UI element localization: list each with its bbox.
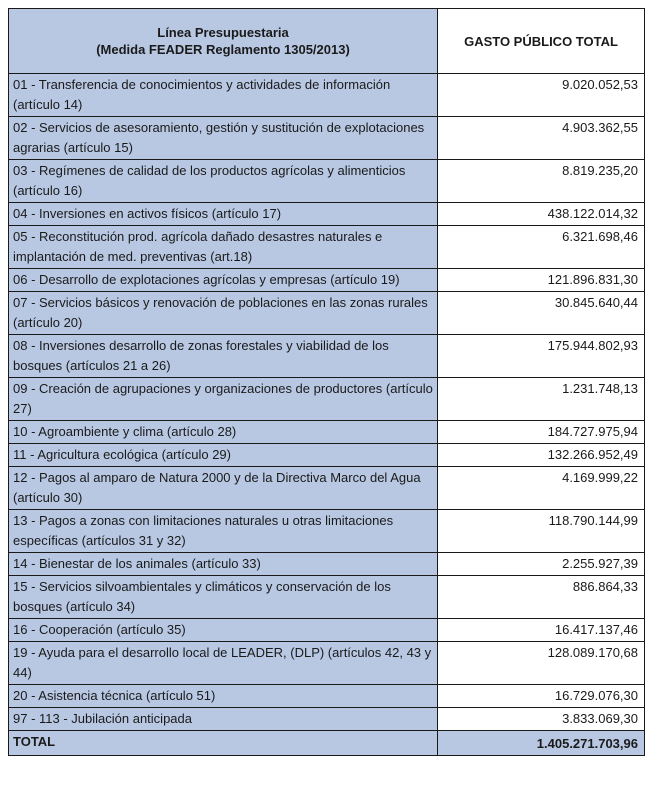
- row-amount: 118.790.144,99: [438, 510, 645, 553]
- row-amount: 438.122.014,32: [438, 203, 645, 226]
- row-description: 19 - Ayuda para el desarrollo local de LEADER, (DLP) (artículos 42, 43 y 44): [9, 642, 438, 685]
- row-description: 20 - Asistencia técnica (artículo 51): [9, 685, 438, 708]
- table-row: [9, 685, 645, 708]
- table-header-row: [9, 9, 645, 74]
- row-description: 07 - Servicios básicos y renovación de poblaciones en las zonas rurales (artículo 20): [9, 292, 438, 335]
- row-description: 14 - Bienestar de los animales (artículo 33): [9, 553, 438, 576]
- table-row: [9, 74, 645, 117]
- table-row: [9, 444, 645, 467]
- row-amount: 30.845.640,44: [438, 292, 645, 335]
- table-row: [9, 642, 645, 685]
- table-row: [9, 619, 645, 642]
- row-amount: 4.169.999,22: [438, 467, 645, 510]
- row-description: 10 - Agroambiente y clima (artículo 28): [9, 421, 438, 444]
- row-description: 12 - Pagos al amparo de Natura 2000 y de la Directiva Marco del Agua (artículo 30): [9, 467, 438, 510]
- table-row: [9, 467, 645, 510]
- row-amount: 2.255.927,39: [438, 553, 645, 576]
- row-description: 97 - 113 - Jubilación anticipada: [9, 708, 438, 731]
- budget-table-container: [8, 8, 644, 756]
- row-amount: 175.944.802,93: [438, 335, 645, 378]
- table-row: [9, 203, 645, 226]
- row-description: 11 - Agricultura ecológica (artículo 29): [9, 444, 438, 467]
- table-row: [9, 576, 645, 619]
- total-label: TOTAL: [9, 731, 438, 756]
- row-description: 02 - Servicios de asesoramiento, gestión y sustitución de explotaciones agrarias (artículo 15): [9, 117, 438, 160]
- row-description: 04 - Inversiones en activos físicos (artículo 17): [9, 203, 438, 226]
- row-amount: 3.833.069,30: [438, 708, 645, 731]
- row-amount: 132.266.952,49: [438, 444, 645, 467]
- row-amount: 6.321.698,46: [438, 226, 645, 269]
- row-amount: 16.729.076,30: [438, 685, 645, 708]
- row-amount: 128.089.170,68: [438, 642, 645, 685]
- row-amount: 886.864,33: [438, 576, 645, 619]
- row-description: 13 - Pagos a zonas con limitaciones naturales u otras limitaciones específicas (artículos 31 y 32): [9, 510, 438, 553]
- row-description: 09 - Creación de agrupaciones y organizaciones de productores (artículo 27): [9, 378, 438, 421]
- row-amount: 121.896.831,30: [438, 269, 645, 292]
- row-description: 01 - Transferencia de conocimientos y actividades de información (artículo 14): [9, 74, 438, 117]
- table-row: [9, 292, 645, 335]
- row-amount: 8.819.235,20: [438, 160, 645, 203]
- table-row: [9, 378, 645, 421]
- row-amount: 16.417.137,46: [438, 619, 645, 642]
- header-budget-line-title: Línea Presupuestaria: [157, 25, 289, 40]
- row-description: 06 - Desarrollo de explotaciones agrícolas y empresas (artículo 19): [9, 269, 438, 292]
- row-description: 15 - Servicios silvoambientales y climáticos y conservación de los bosques (artículo 34): [9, 576, 438, 619]
- header-budget-line-subtitle: (Medida FEADER Reglamento 1305/2013): [96, 42, 350, 57]
- row-description: 16 - Cooperación (artículo 35): [9, 619, 438, 642]
- total-row: [9, 731, 645, 756]
- row-description: 05 - Reconstitución prod. agrícola dañado desastres naturales e implantación de med. preventivas (art.18): [9, 226, 438, 269]
- row-amount: 9.020.052,53: [438, 74, 645, 117]
- table-row: [9, 510, 645, 553]
- table-row: [9, 117, 645, 160]
- table-row: [9, 335, 645, 378]
- header-budget-line: [9, 9, 438, 74]
- row-amount: 184.727.975,94: [438, 421, 645, 444]
- row-amount: 4.903.362,55: [438, 117, 645, 160]
- table-row: [9, 269, 645, 292]
- table-row: [9, 708, 645, 731]
- row-description: 03 - Regímenes de calidad de los productos agrícolas y alimenticios (artículo 16): [9, 160, 438, 203]
- table-row: [9, 553, 645, 576]
- table-row: [9, 226, 645, 269]
- row-amount: 1.231.748,13: [438, 378, 645, 421]
- row-description: 08 - Inversiones desarrollo de zonas forestales y viabilidad de los bosques (artículos 21 a 26): [9, 335, 438, 378]
- budget-table: [8, 8, 645, 756]
- table-row: [9, 421, 645, 444]
- total-amount: 1.405.271.703,96: [438, 731, 645, 756]
- header-public-expense: GASTO PÚBLICO TOTAL: [438, 9, 645, 74]
- table-row: [9, 160, 645, 203]
